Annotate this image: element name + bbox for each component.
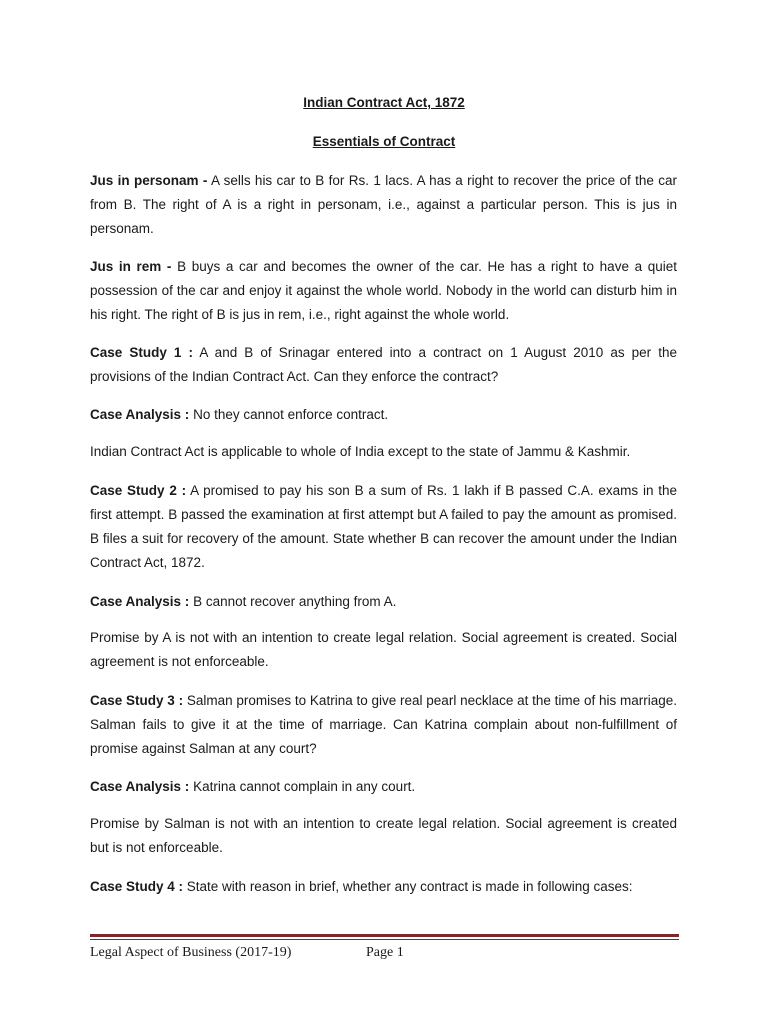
paragraph-case-study-3 [90,689,677,761]
paragraph-label: Jus in rem - [90,259,172,274]
paragraph-text: State with reason in brief, whether any contract is made in following cases: [183,879,633,894]
footer-page-number: Page 1 [366,945,404,960]
paragraph-label: Case Analysis : [90,594,190,609]
paragraph-text: Salman promises to Katrina to give real pearl necklace at the time of his marriage. Salman fails to give it at the time of marriage. Can Katrina complain about non-fulfillment of promise against Salman at any court? [90,693,678,756]
paragraph-explanation-3 [90,812,677,860]
paragraph-text: Katrina cannot complain in any court. [189,779,416,794]
paragraph-case-analysis-1 [90,403,677,427]
paragraph-text: A and B of Srinagar entered into a contract on 1 August 2010 as per the provisions of the Indian Contract Act. Can they enforce the contract? [90,345,678,384]
paragraph-label: Case Study 4 : [90,879,184,894]
paragraph-text: Promise by Salman is not with an intention to create legal relation. Social agreement is created but is not enforceable. [90,816,677,855]
paragraph-label: Case Study 1 : [90,345,194,360]
paragraph-text: A sells his car to B for Rs. 1 lacs. A has a right to recover the price of the car from B. The right of A is a right in personam, i.e., against a particular person. This is jus in personam. [90,173,677,236]
paragraph-text: No they cannot enforce contract. [189,407,389,422]
paragraph-case-analysis-3 [90,775,677,799]
paragraph-label: Jus in personam - [90,173,208,188]
paragraph-text: A promised to pay his son B a sum of Rs. 1 lakh if B passed C.A. exams in the first attempt. B passed the examination at first attempt but A failed to pay the amount as promised. B files a suit for recovery of the amount. State whether B can recover the amount under the Indian Contract Act, 1872. [90,483,677,570]
paragraph-text: Promise by A is not with an intention to create legal relation. Social agreement is created. Social agreement is not enforceable. [90,630,677,669]
footer-divider-thin [90,939,679,940]
paragraph-explanation-1 [90,440,677,464]
document-subtitle: Essentials of Contract [312,134,456,149]
paragraph-case-study-1 [90,341,677,389]
paragraph-text: B cannot recover anything from A. [189,594,397,609]
paragraph-jus-in-rem [90,255,677,327]
footer-divider-thick [90,934,679,937]
paragraph-label: Case Study 3 : [90,693,184,708]
paragraph-label: Case Study 2 : [90,483,187,498]
paragraph-label: Case Analysis : [90,779,190,794]
paragraph-jus-in-personam [90,169,677,241]
paragraph-case-study-4 [90,875,677,899]
paragraph-text: Indian Contract Act is applicable to whole of India except to the state of Jammu & Kashmir. [90,444,631,459]
paragraph-case-study-2 [90,479,677,575]
document-title: Indian Contract Act, 1872 [303,95,465,110]
paragraph-explanation-2 [90,626,677,674]
paragraph-case-analysis-2 [90,590,677,614]
footer-course-title: Legal Aspect of Business (2017-19) [90,945,292,960]
paragraph-text: B buys a car and becomes the owner of the car. He has a right to have a quiet possession of the car and enjoy it against the whole world. Nobody in the world can disturb him in his right. The right of B is jus in rem, i.e., right against the whole world. [90,259,678,322]
paragraph-label: Case Analysis : [90,407,190,422]
